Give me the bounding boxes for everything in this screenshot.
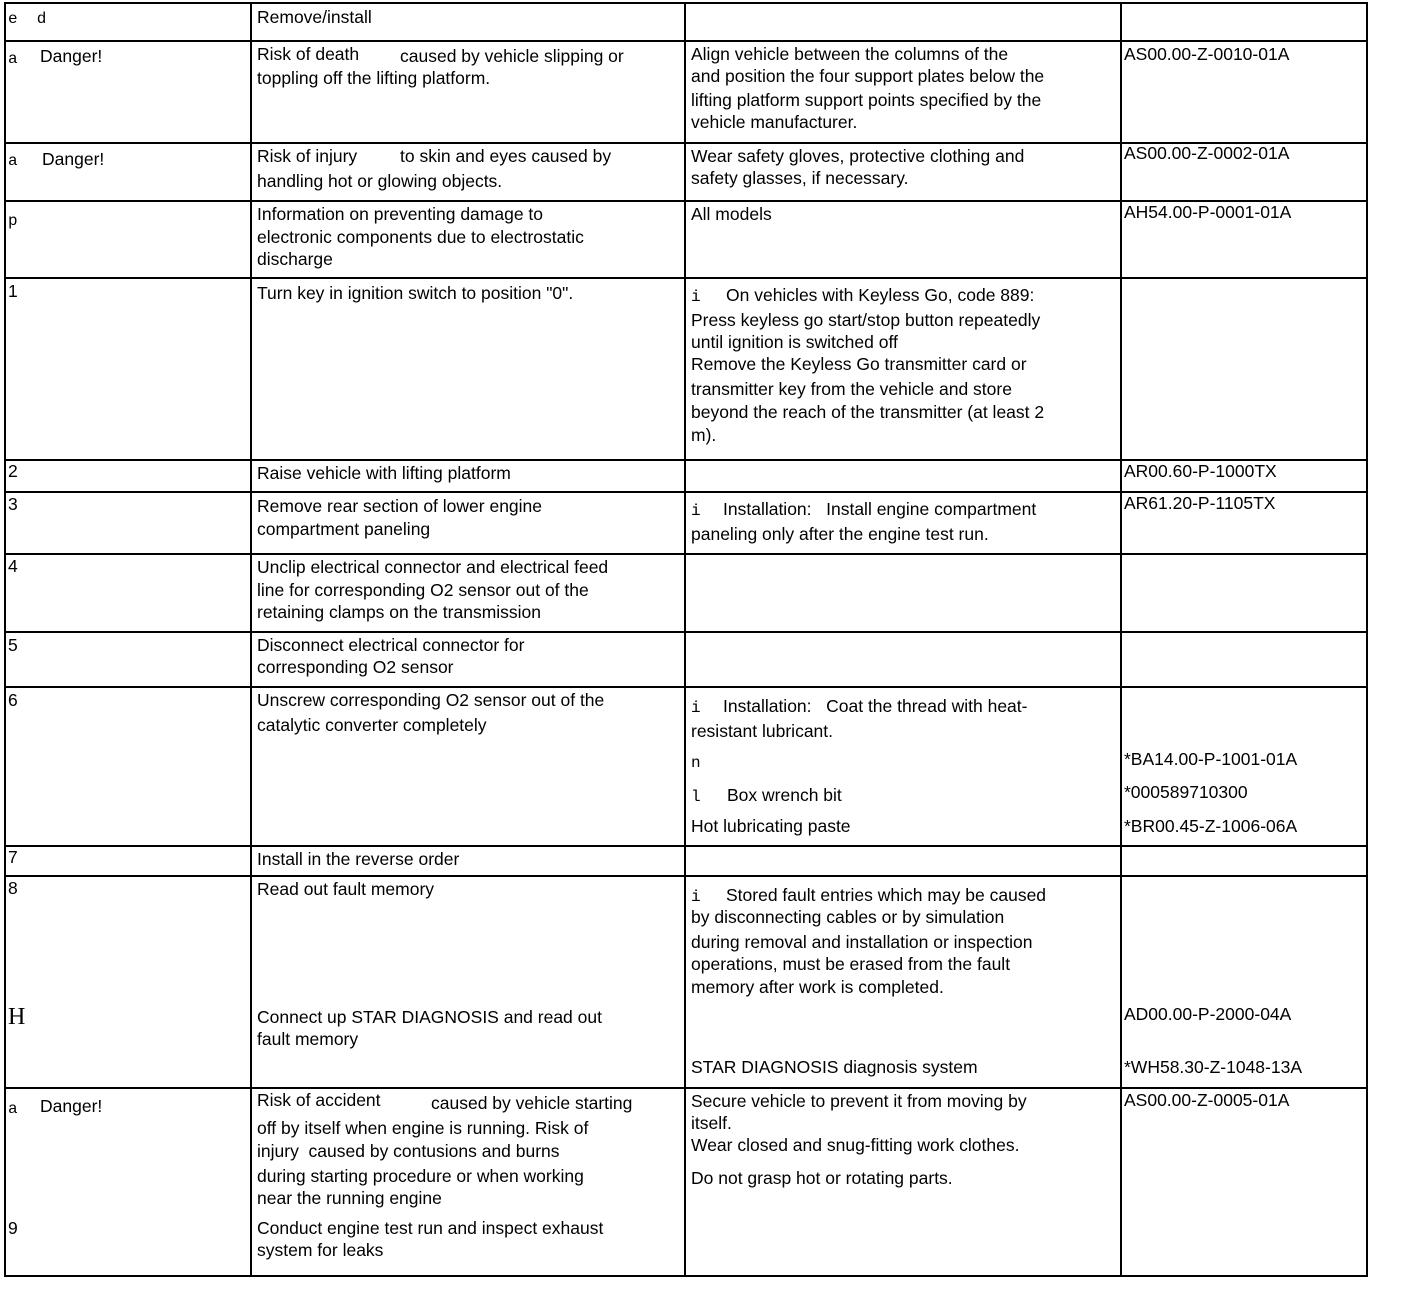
info-lead: On vehicles with Keyless Go, code 889: [726,285,1035,305]
column-divider [4,2,6,1277]
section-title: Remove/install [257,7,372,27]
instruction-text: Wear safety gloves, protective clothing and [691,146,1025,166]
instruction-text: itself. [691,1113,732,1133]
info-text: during removal and installation or inspection [691,932,1033,952]
note-text: electronic components due to electrostatic [257,227,584,247]
remove-install-symbols: e d [8,10,47,28]
risk-text: caused by vehicle starting [431,1093,633,1113]
risk-text: during starting procedure or when working [257,1166,584,1186]
row-divider [4,2,1368,4]
warning-symbol: a [8,50,18,68]
row-divider [4,40,1368,42]
step-text: Connect up STAR DIAGNOSIS and read out [257,1007,602,1027]
step-text: Read out fault memory [257,879,435,899]
info-text: resistant lubricant. [691,721,834,741]
step-text: system for leaks [257,1240,384,1260]
instruction-text: lifting platform support points specified by the [691,90,1042,110]
info-symbol: i [691,288,701,306]
danger-label: Danger! [42,149,105,169]
column-divider [684,2,686,1277]
row-divider [4,631,1368,633]
step-text: Remove rear section of lower engine [257,496,543,516]
note-text: discharge [257,249,333,269]
column-divider [1120,2,1122,1277]
risk-text: handling hot or glowing objects. [257,171,503,191]
instruction-text: vehicle manufacturer. [691,112,858,132]
step-number: 1 [8,281,18,301]
document-reference: *BA14.00-P-1001-01A [1124,749,1298,769]
step-text: compartment paneling [257,519,431,539]
step-text: line for corresponding O2 sensor out of the [257,580,589,600]
risk-text: injury caused by contusions and burns [257,1141,560,1161]
warning-symbol: a [8,1100,18,1118]
info-symbol: i [691,699,701,717]
document-reference: AR61.20-P-1105TX [1124,493,1276,513]
risk-lead: Risk of death [257,44,360,64]
document-reference: AH54.00-P-0001-01A [1124,202,1292,222]
info-text: paneling only after the engine test run. [691,524,989,544]
info-text: until ignition is switched off [691,332,898,352]
step-text: Turn key in ignition switch to position "0". [257,283,574,303]
info-lead: Installation: Coat the thread with heat- [723,696,1028,716]
risk-text: toppling off the lifting platform. [257,68,491,88]
risk-lead: Risk of injury [257,146,358,166]
info-text: Press keyless go start/stop button repeatedly [691,310,1041,330]
tool-symbol: l [691,788,701,806]
info-text: by disconnecting cables or by simulation [691,907,1005,927]
esd-symbol: p [8,212,18,230]
equipment-name: STAR DIAGNOSIS diagnosis system [691,1057,978,1077]
step-number: 9 [8,1218,18,1238]
consumable-reference: *BR00.45-Z-1006-06A [1124,816,1298,836]
diagnosis-symbol: H [8,1004,26,1030]
info-text: memory after work is completed. [691,977,944,997]
applicability-text: All models [691,204,772,224]
document-reference: AD00.00-P-2000-04A [1124,1004,1292,1024]
risk-lead: Risk of accident [257,1090,381,1110]
info-lead: Installation: Install engine compartment [723,499,1037,519]
step-number: 7 [8,847,18,867]
step-text: Conduct engine test run and inspect exhaust [257,1218,604,1238]
step-text: fault memory [257,1029,359,1049]
instruction-text: and position the four support plates below the [691,66,1045,86]
equipment-reference: *WH58.30-Z-1048-13A [1124,1057,1302,1077]
row-divider [4,875,1368,877]
step-text: Disconnect electrical connector for [257,635,525,655]
step-number: 8 [8,878,18,898]
step-text: catalytic converter completely [257,715,487,735]
risk-text: off by itself when engine is running. Risk of [257,1118,589,1138]
row-divider [4,277,1368,279]
note-text: Information on preventing damage to [257,204,544,224]
info-text: beyond the reach of the transmitter (at least 2 [691,402,1045,422]
info-text: operations, must be erased from the fault [691,954,1011,974]
info-text: m). [691,425,717,445]
step-text: Raise vehicle with lifting platform [257,463,511,483]
step-number: 4 [8,556,18,576]
info-text: transmitter key from the vehicle and store [691,379,1012,399]
danger-label: Danger! [40,1096,103,1116]
instruction-text: Secure vehicle to prevent it from moving by [691,1091,1027,1111]
document-reference: AS00.00-Z-0005-01A [1124,1090,1290,1110]
tool-part-number: *000589710300 [1124,782,1248,802]
risk-text: caused by vehicle slipping or [400,46,624,66]
instruction-text: Wear closed and snug-fitting work clothes. [691,1135,1020,1155]
document-reference: AS00.00-Z-0010-01A [1124,44,1290,64]
row-divider [4,845,1368,847]
instruction-text: Align vehicle between the columns of the [691,44,1009,64]
row-divider [4,686,1368,688]
step-text: retaining clamps on the transmission [257,602,542,622]
instruction-text: safety glasses, if necessary. [691,168,909,188]
consumable-name: Hot lubricating paste [691,816,851,836]
document-reference: AS00.00-Z-0002-01A [1124,143,1290,163]
step-text: Install in the reverse order [257,849,460,869]
step-text: Unscrew corresponding O2 sensor out of the [257,690,605,710]
step-text: Unclip electrical connector and electrical feed [257,557,609,577]
warning-symbol: a [8,152,18,170]
danger-label: Danger! [40,46,103,66]
document-reference: AR00.60-P-1000TX [1124,461,1277,481]
step-number: 3 [8,494,18,514]
instruction-text: Do not grasp hot or rotating parts. [691,1168,953,1188]
column-divider [1366,2,1368,1277]
step-number: 2 [8,461,18,481]
torque-symbol: n [691,754,701,772]
step-number: 5 [8,635,18,655]
tool-name: Box wrench bit [727,785,842,805]
row-divider [4,1275,1368,1277]
row-divider [4,553,1368,555]
step-text: corresponding O2 sensor [257,657,454,677]
step-number: 6 [8,690,18,710]
column-divider [250,2,252,1277]
risk-text: near the running engine [257,1188,442,1208]
info-text: Remove the Keyless Go transmitter card or [691,354,1027,374]
info-symbol: i [691,888,701,906]
info-lead: Stored fault entries which may be caused [726,885,1047,905]
info-symbol: i [691,502,701,520]
risk-text: to skin and eyes caused by [400,146,612,166]
